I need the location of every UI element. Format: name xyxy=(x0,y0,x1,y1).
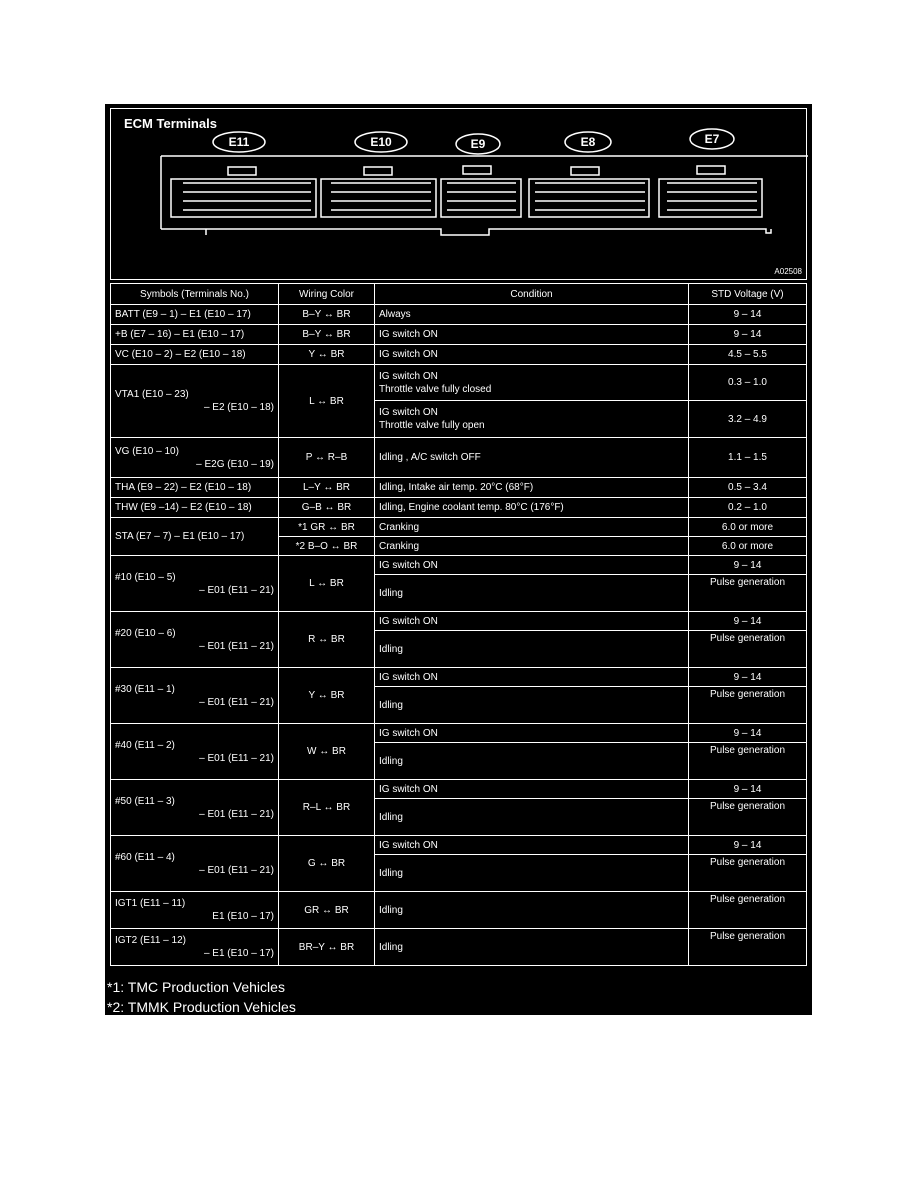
symbol-line: IGT1 (E11 – 11) xyxy=(115,898,186,909)
symbol-line: #20 (E10 – 6) xyxy=(115,627,176,639)
symbol-cell: VC (E10 – 2) – E2 (E10 – 18) xyxy=(111,345,279,365)
condition-cell: IG switch ON xyxy=(375,724,689,743)
wiring-cell: R–L ↔ BR xyxy=(279,780,375,836)
wiring-cell: G ↔ BR xyxy=(279,836,375,892)
condition-cell: IG switch ON xyxy=(375,612,689,631)
voltage-cell: Pulse generation xyxy=(689,799,807,836)
e7-label: E7 xyxy=(704,132,720,146)
symbol-cell: STA (E7 – 7) – E1 (E10 – 17) xyxy=(111,518,279,556)
voltage-cell: Pulse generation xyxy=(689,892,807,929)
condition-line: Throttle valve fully open xyxy=(379,420,485,431)
table-row xyxy=(111,556,807,575)
voltage-cell: Pulse generation xyxy=(689,929,807,966)
symbol-line: #60 (E11 – 4) xyxy=(115,851,175,863)
voltage-cell: 1.1 – 1.5 xyxy=(689,438,807,478)
voltage-cell: 6.0 or more xyxy=(689,537,807,556)
voltage-cell: 9 – 14 xyxy=(689,668,807,687)
table-row xyxy=(111,518,807,537)
table-row xyxy=(111,836,807,855)
table-row xyxy=(111,498,807,518)
voltage-cell: Pulse generation xyxy=(689,743,807,780)
table-row xyxy=(111,438,807,478)
e10-label: E10 xyxy=(370,135,392,149)
diagram-title: ECM Terminals xyxy=(124,116,217,131)
e11-body xyxy=(171,179,316,217)
condition-line: Throttle valve fully closed xyxy=(379,383,492,395)
condition-cell xyxy=(375,401,689,438)
table-row xyxy=(111,780,807,799)
voltage-cell: 6.0 or more xyxy=(689,518,807,537)
condition-cell: IG switch ON xyxy=(375,780,689,799)
voltage-cell: 9 – 14 xyxy=(689,305,807,325)
footnotes xyxy=(107,977,296,1017)
table-row xyxy=(111,478,807,498)
header-voltage: STD Voltage (V) xyxy=(689,284,807,305)
e8-body xyxy=(529,179,649,217)
voltage-cell: 3.2 – 4.9 xyxy=(689,401,807,438)
e7-body xyxy=(659,179,762,217)
condition-cell: Idling xyxy=(375,855,689,892)
table-row xyxy=(111,724,807,743)
footnote-tmmk: *2: TMMK Production Vehicles xyxy=(107,999,296,1015)
symbol-cell: THW (E9 –14) – E2 (E10 – 18) xyxy=(111,498,279,518)
symbol-cell xyxy=(111,438,279,478)
table-row xyxy=(111,892,807,929)
symbol-line: – E2 (E10 – 18) xyxy=(203,402,274,413)
e8-label: E8 xyxy=(580,135,596,149)
wiring-cell: Y ↔ BR xyxy=(279,345,375,365)
e9-body xyxy=(441,179,521,217)
wiring-cell: *1 GR ↔ BR xyxy=(279,518,375,537)
voltage-cell: 0.5 – 3.4 xyxy=(689,478,807,498)
condition-cell: IG switch ON xyxy=(375,836,689,855)
symbol-cell: THA (E9 – 22) – E2 (E10 – 18) xyxy=(111,478,279,498)
condition-cell xyxy=(375,365,689,401)
condition-cell: Always xyxy=(375,305,689,325)
voltage-cell: 9 – 14 xyxy=(689,836,807,855)
table-header xyxy=(111,284,807,305)
voltage-cell: 9 – 14 xyxy=(689,612,807,631)
symbol-line: IGT2 (E11 – 12) xyxy=(115,935,186,946)
symbol-cell: BATT (E9 – 1) – E1 (E10 – 17) xyxy=(111,305,279,325)
condition-cell: IG switch ON xyxy=(375,556,689,575)
e9-label: E9 xyxy=(470,137,486,151)
symbol-line: #10 (E10 – 5) xyxy=(115,571,176,583)
voltage-cell: 9 – 14 xyxy=(689,724,807,743)
condition-cell: Idling xyxy=(375,929,689,966)
ecm-terminal-sheet xyxy=(105,104,812,1015)
wiring-cell: *2 B–O ↔ BR xyxy=(279,537,375,556)
condition-cell: Idling xyxy=(375,743,689,780)
symbol-cell xyxy=(111,780,279,836)
voltage-cell: 9 – 14 xyxy=(689,325,807,345)
voltage-cell: Pulse generation xyxy=(689,575,807,612)
condition-cell: Idling , A/C switch OFF xyxy=(375,438,689,478)
condition-cell: Idling xyxy=(375,575,689,612)
symbol-line: VTA1 (E10 – 23) xyxy=(115,389,189,400)
wiring-cell: G–B ↔ BR xyxy=(279,498,375,518)
table-row xyxy=(111,929,807,966)
symbol-cell xyxy=(111,929,279,966)
table-row xyxy=(111,345,807,365)
symbol-line: VG (E10 – 10) xyxy=(115,445,179,457)
symbol-line: – E01 (E11 – 21) xyxy=(199,696,274,708)
symbol-cell xyxy=(111,556,279,612)
symbol-line: #40 (E11 – 2) xyxy=(115,739,175,751)
symbol-cell xyxy=(111,836,279,892)
connector-diagram xyxy=(110,108,807,280)
wiring-cell: R ↔ BR xyxy=(279,612,375,668)
symbol-line: #30 (E11 – 1) xyxy=(115,683,175,695)
symbol-line: – E2G (E10 – 19) xyxy=(196,458,274,470)
symbol-cell xyxy=(111,892,279,929)
table-row xyxy=(111,365,807,401)
condition-cell: Idling xyxy=(375,892,689,929)
voltage-cell: 9 – 14 xyxy=(689,780,807,799)
figure-code: A02508 xyxy=(774,267,802,276)
voltage-cell: 9 – 14 xyxy=(689,556,807,575)
e10-body xyxy=(321,179,436,217)
connector-drawing xyxy=(111,109,808,281)
table-row xyxy=(111,668,807,687)
table-row xyxy=(111,325,807,345)
wiring-cell: L ↔ BR xyxy=(279,365,375,438)
voltage-cell: Pulse generation xyxy=(689,631,807,668)
symbol-line: – E01 (E11 – 21) xyxy=(199,752,274,764)
wiring-cell: BR–Y ↔ BR xyxy=(279,929,375,966)
header-wiring: Wiring Color xyxy=(279,284,375,305)
wiring-cell: GR ↔ BR xyxy=(279,892,375,929)
symbol-line: E1 (E10 – 17) xyxy=(212,911,274,922)
condition-cell: IG switch ON xyxy=(375,668,689,687)
e11-label: E11 xyxy=(228,135,250,149)
voltage-cell: 0.2 – 1.0 xyxy=(689,498,807,518)
wiring-cell: L ↔ BR xyxy=(279,556,375,612)
condition-cell: IG switch ON xyxy=(375,345,689,365)
condition-cell: Idling, Intake air temp. 20°C (68°F) xyxy=(375,478,689,498)
condition-cell: IG switch ON xyxy=(375,325,689,345)
symbol-line: – E01 (E11 – 21) xyxy=(199,864,274,876)
table-row xyxy=(111,612,807,631)
voltage-cell: 0.3 – 1.0 xyxy=(689,365,807,401)
symbol-cell xyxy=(111,612,279,668)
symbol-line: – E1 (E10 – 17) xyxy=(203,948,274,959)
wiring-cell: Y ↔ BR xyxy=(279,668,375,724)
symbol-cell xyxy=(111,724,279,780)
condition-cell: Idling xyxy=(375,631,689,668)
condition-line: IG switch ON xyxy=(379,370,438,382)
voltage-cell: Pulse generation xyxy=(689,687,807,724)
symbol-line: – E01 (E11 – 21) xyxy=(199,584,274,596)
symbol-line: #50 (E11 – 3) xyxy=(115,795,175,807)
wiring-cell: P ↔ R–B xyxy=(279,438,375,478)
wiring-cell: L–Y ↔ BR xyxy=(279,478,375,498)
condition-cell: Cranking xyxy=(375,518,689,537)
footnote-tmc: *1: TMC Production Vehicles xyxy=(107,979,285,995)
table-row xyxy=(111,305,807,325)
condition-cell: Idling xyxy=(375,687,689,724)
voltage-cell: Pulse generation xyxy=(689,855,807,892)
symbol-cell xyxy=(111,668,279,724)
header-condition: Condition xyxy=(375,284,689,305)
condition-cell: Idling xyxy=(375,799,689,836)
terminal-table xyxy=(110,283,807,966)
condition-cell: Idling, Engine coolant temp. 80°C (176°F) xyxy=(375,498,689,518)
symbol-line: – E01 (E11 – 21) xyxy=(199,808,274,820)
wiring-cell: B–Y ↔ BR xyxy=(279,325,375,345)
symbol-cell xyxy=(111,365,279,438)
condition-cell: Cranking xyxy=(375,537,689,556)
header-symbols: Symbols (Terminals No.) xyxy=(111,284,279,305)
condition-line: IG switch ON xyxy=(379,407,438,418)
symbol-cell: +B (E7 – 16) – E1 (E10 – 17) xyxy=(111,325,279,345)
wiring-cell: W ↔ BR xyxy=(279,724,375,780)
symbol-line: – E01 (E11 – 21) xyxy=(199,640,274,652)
wiring-cell: B–Y ↔ BR xyxy=(279,305,375,325)
voltage-cell: 4.5 – 5.5 xyxy=(689,345,807,365)
